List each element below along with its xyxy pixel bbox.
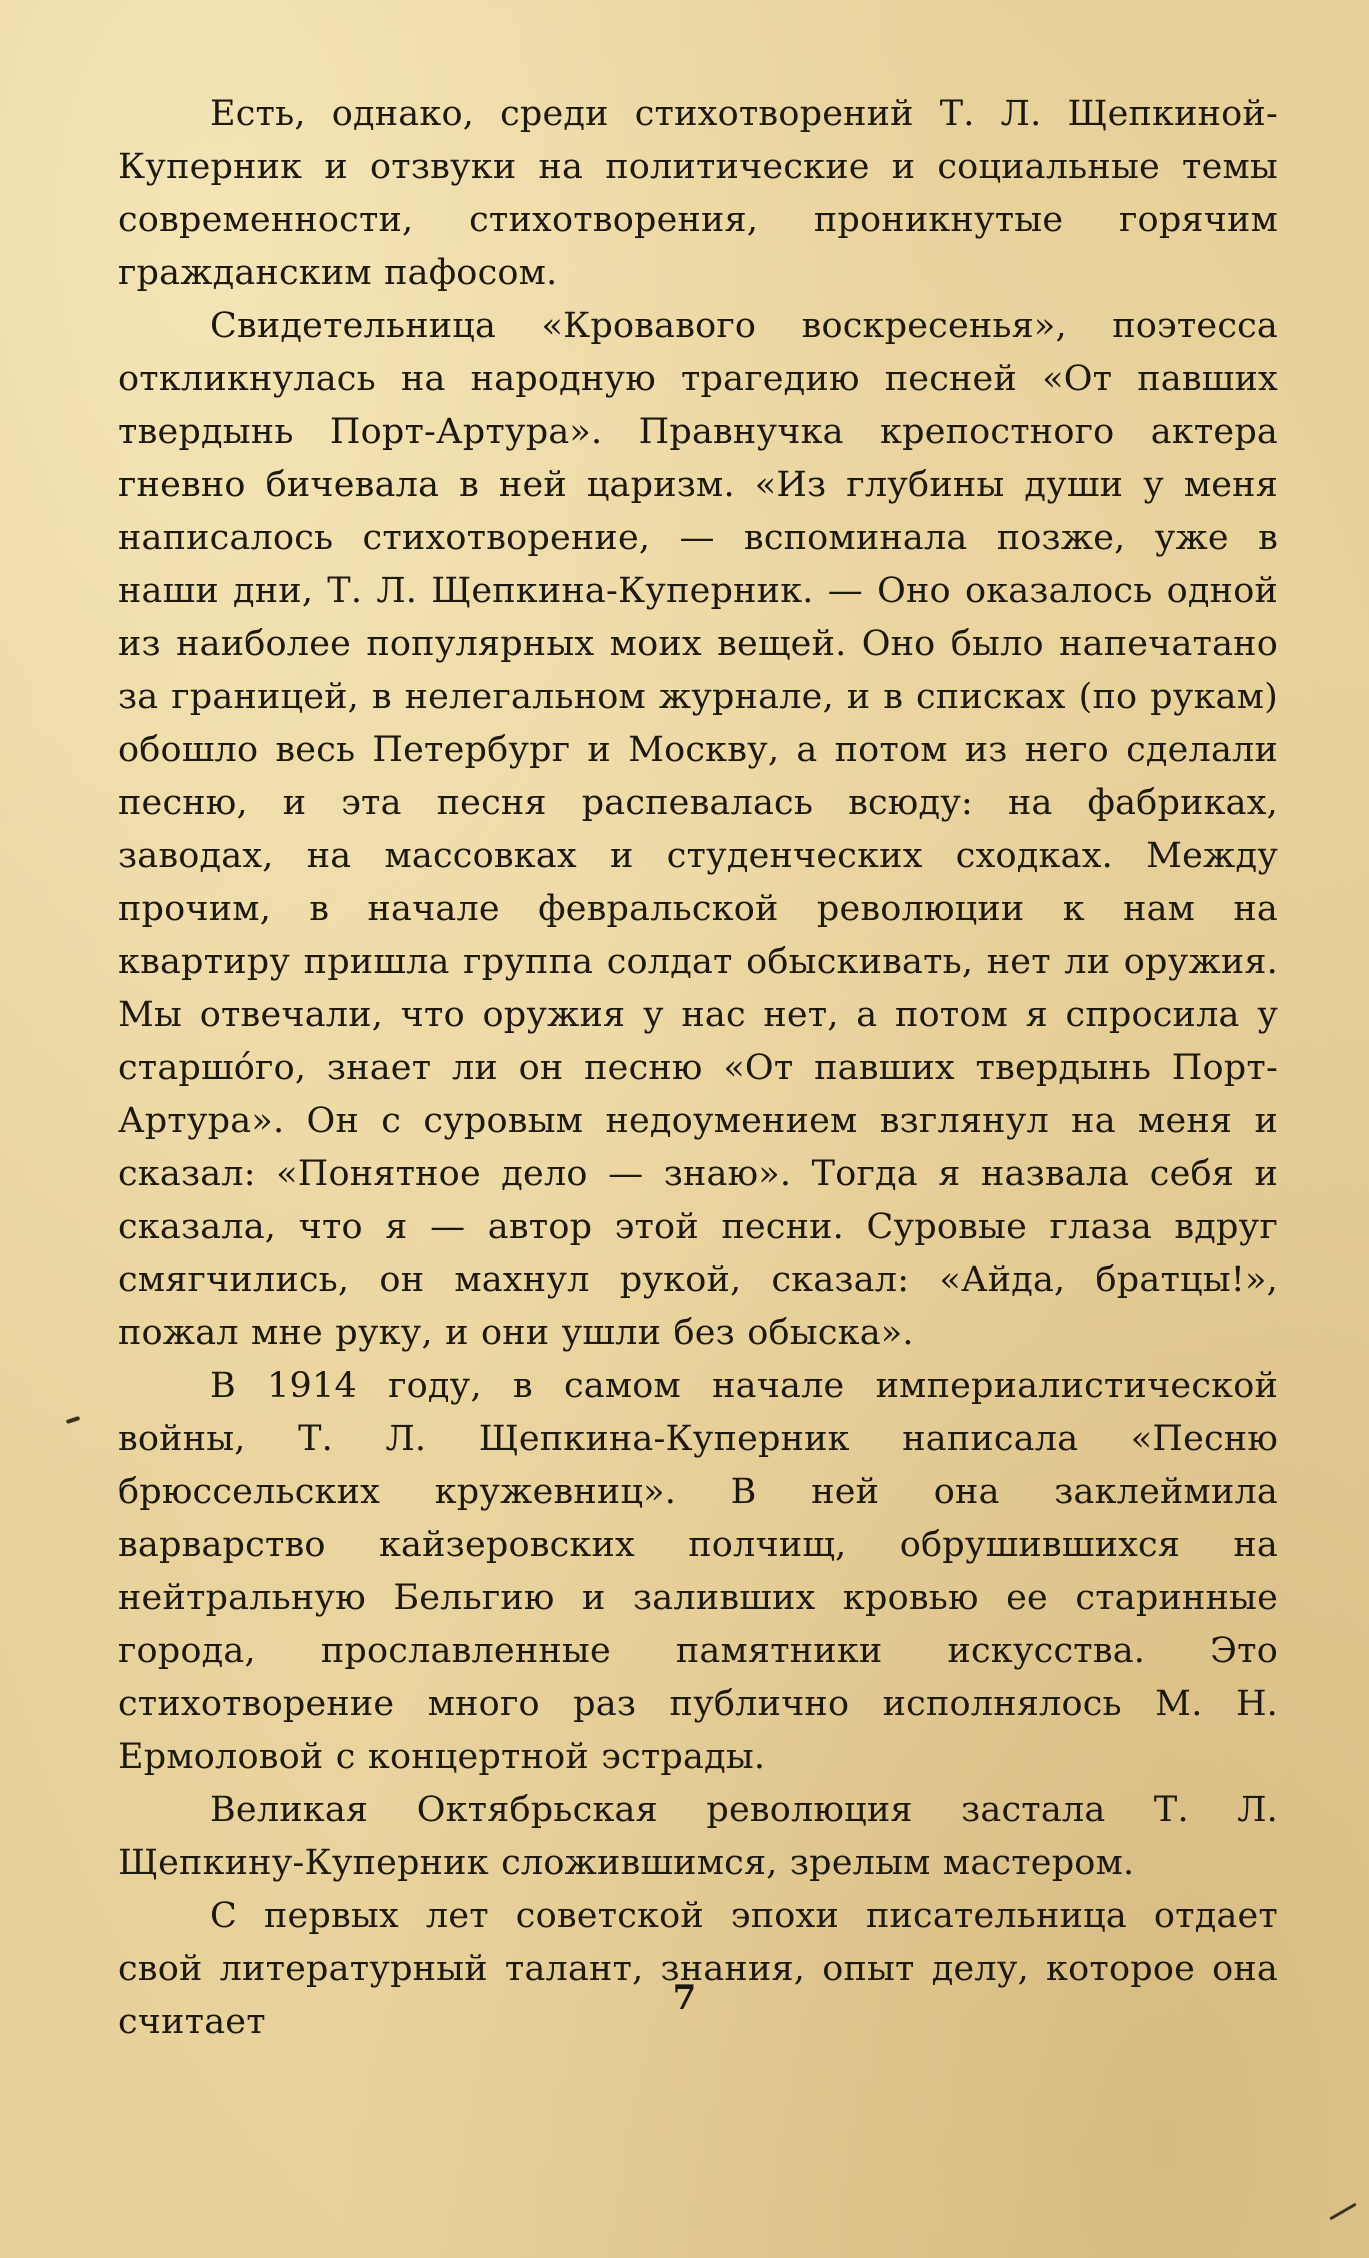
page-number: 7 bbox=[672, 1978, 697, 2018]
paragraph-5: С первых лет советской эпохи писательница отдает свой литературный талант, знания, опыт делу, которое она считает bbox=[118, 1896, 1278, 2042]
corner-ink-mark bbox=[1329, 2203, 1356, 2221]
paragraph-4: Великая Октябрьская революция застала Т. Л. Щепкину-Куперник сложившимся, зрелым мастером. bbox=[118, 1790, 1278, 1883]
margin-ink-mark bbox=[66, 1416, 81, 1424]
page-text-column bbox=[118, 88, 1278, 2049]
paragraph-2: Свидетельница «Кровавого воскресенья», поэтесса откликнулась на народную трагедию песней «От павших твердынь Порт-Артура». Правнучка крепостного актера гневно бичевала в ней царизм. «Из глубины души у меня написалось стихотворение, — вспоминала позже, уже в наши дни, Т. Л. Щепкина-Куперник. — Оно оказалось одной из наиболее популярных моих вещей. Оно было напечатано за границей, в нелегальном журнале, и в списках (по рукам) обошло весь Петербург и Москву, а потом из него сделали песню, и эта песня распевалась всюду: на фабриках, заводах, на массовках и студенческих сходках. Между прочим, в начале февральской революции к нам на квартиру пришла группа солдат обыскивать, нет ли оружия. Мы отвечали, что оружия у нас нет, а потом я спросила у старшо́го, знает ли он песню «От павших твердынь Порт-Артура». Он с суровым недоумением взглянул на меня и сказал: «Понятное дело — знаю». Тогда я назвала себя и сказала, что я — автор этой песни. Суровые глаза вдруг смягчились, он махнул рукой, сказал: «Айда, братцы!», пожал мне руку, и они ушли без обыска». bbox=[118, 306, 1278, 1353]
paragraph-1: Есть, однако, среди стихотворений Т. Л. Щепкиной-Куперник и отзвуки на политические и социальные темы современности, стихотворения, проникнутые горячим гражданским пафосом. bbox=[118, 94, 1278, 293]
paragraph-3: В 1914 году, в самом начале империалистической войны, Т. Л. Щепкина-Куперник написала «Песню брюссельских кружевниц». В ней она заклеймила варварство кайзеровских полчищ, обрушившихся на нейтральную Бельгию и заливших кровью ее старинные города, прославленные памятники искусства. Это стихотворение много раз публично исполнялось М. Н. Ермоловой с концертной эстрады. bbox=[118, 1366, 1278, 1777]
